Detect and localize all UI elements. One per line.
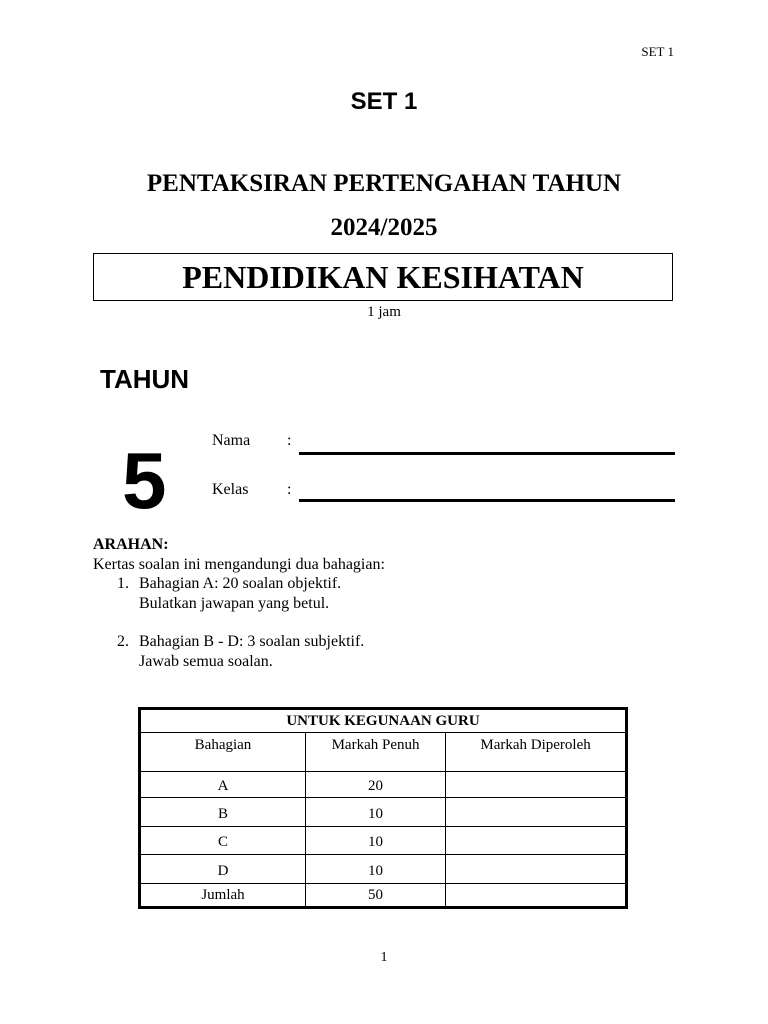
subject-box [93, 253, 673, 301]
table-row [140, 855, 627, 884]
instruction-line: Bahagian B - D: 3 soalan subjektif. [139, 633, 365, 650]
full-marks-cell: 10 [305, 798, 445, 827]
table-header-row [140, 733, 627, 772]
column-header: Bahagian [140, 733, 306, 772]
table-row-total [140, 884, 627, 908]
full-marks-cell: 10 [305, 827, 445, 855]
exam-title: PENTAKSIRAN PERTENGAHAN TAHUN [146, 170, 622, 197]
table-row [140, 772, 627, 798]
teacher-marks-table [138, 707, 628, 909]
kelas-field[interactable] [299, 499, 675, 502]
obtained-marks-cell[interactable] [446, 772, 627, 798]
full-marks-cell: 20 [305, 772, 445, 798]
header-set-label: SET 1 [641, 44, 674, 59]
nama-field[interactable] [299, 452, 675, 455]
section-cell: A [140, 772, 306, 798]
instruction-number: 2. [117, 633, 129, 650]
instruction-subline: Jawab semua soalan. [139, 653, 273, 670]
instruction-line: Bahagian A: 20 soalan objektif. [139, 575, 342, 592]
table-row [140, 798, 627, 827]
instruction-item-1 [117, 575, 341, 593]
obtained-marks-cell[interactable] [446, 855, 627, 884]
section-cell: B [140, 798, 306, 827]
total-marks-cell: 50 [305, 884, 445, 908]
subject-title: PENDIDIKAN KESIHATAN [182, 258, 584, 295]
total-label-cell: Jumlah [140, 884, 306, 908]
instruction-item-2 [117, 633, 364, 651]
instruction-subline: Bulatkan jawapan yang betul. [139, 595, 330, 612]
obtained-marks-cell[interactable] [446, 827, 627, 855]
nama-colon: : [287, 432, 292, 449]
total-obtained-cell[interactable] [446, 884, 627, 908]
tahun-number: 5 [122, 436, 167, 525]
nama-label: Nama [212, 432, 251, 449]
exam-year: 2024/2025 [330, 214, 438, 241]
tahun-label: TAHUN [100, 364, 190, 394]
full-marks-cell: 10 [305, 855, 445, 884]
kelas-colon: : [287, 481, 292, 498]
kelas-label: Kelas [212, 481, 249, 498]
section-cell: D [140, 855, 306, 884]
instructions-heading: ARAHAN: [93, 536, 169, 553]
column-header: Markah Diperoleh [446, 733, 627, 772]
column-header: Markah Penuh [305, 733, 445, 772]
instructions-intro: Kertas soalan ini mengandungi dua bahagian: [93, 556, 385, 573]
table-row [140, 827, 627, 855]
section-cell: C [140, 827, 306, 855]
instruction-number: 1. [117, 575, 129, 592]
exam-duration: 1 jam [367, 304, 401, 320]
table-caption: UNTUK KEGUNAAN GURU [140, 709, 627, 733]
page-number: 1 [380, 950, 388, 965]
obtained-marks-cell[interactable] [446, 798, 627, 827]
set-title: SET 1 [350, 88, 418, 115]
